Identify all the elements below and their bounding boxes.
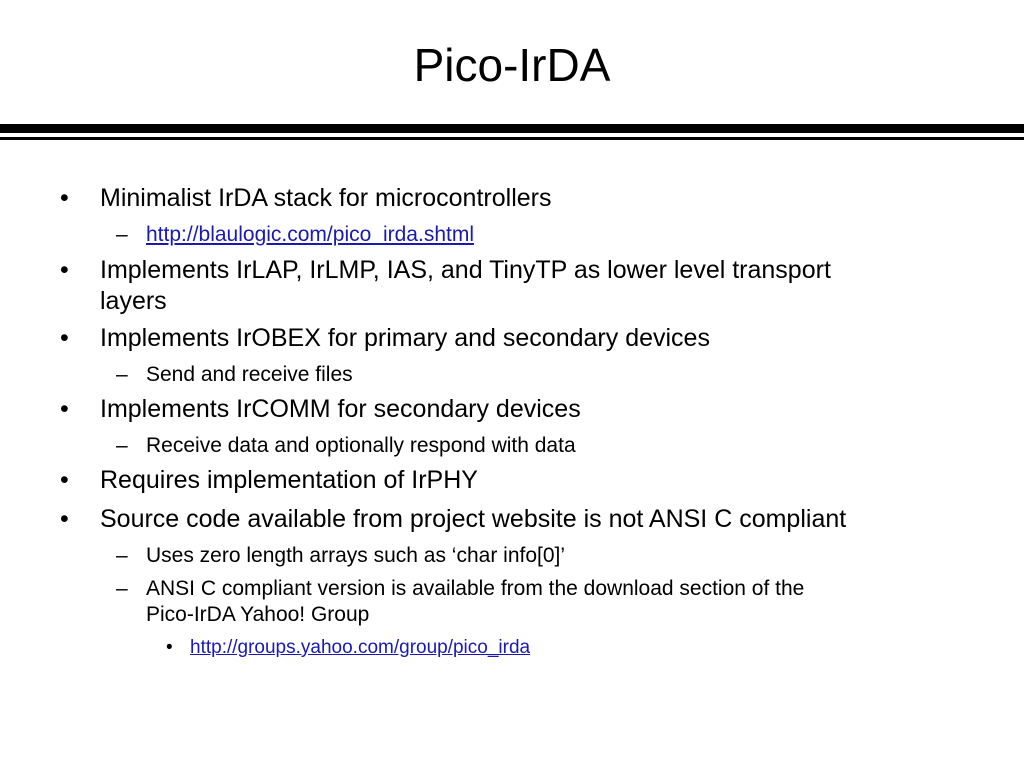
bullet-text: Source code available from project website is not ANSI C compliant xyxy=(100,505,847,533)
bullet-text: Implements IrOBEX for primary and secondary devices xyxy=(100,324,710,352)
bullet-marker: • xyxy=(60,324,69,352)
bullet-marker: • xyxy=(60,256,69,284)
blaulogic-link[interactable]: http://blaulogic.com/pico_irda.shtml xyxy=(146,223,474,246)
bullet-marker: • xyxy=(60,505,69,533)
dash-marker: – xyxy=(116,223,128,246)
bullet-text: Implements IrCOMM for secondary devices xyxy=(100,395,581,423)
bullet-text: Minimalist IrDA stack for microcontrollers xyxy=(100,184,552,212)
sub-bullet-text: Send and receive files xyxy=(146,363,353,386)
dash-marker: – xyxy=(116,434,128,457)
slide-title: Pico-IrDA xyxy=(413,39,611,91)
dash-marker: – xyxy=(116,577,128,600)
yahoo-group-link[interactable]: http://groups.yahoo.com/group/pico_irda xyxy=(190,637,531,658)
dash-marker: – xyxy=(116,544,128,567)
bullet-marker: • xyxy=(60,184,69,212)
bullet-text: Requires implementation of IrPHY xyxy=(100,466,478,494)
bullet-marker: • xyxy=(60,466,69,494)
dash-marker: – xyxy=(116,363,128,386)
sub-bullet-text: Receive data and optionally respond with data xyxy=(146,434,576,457)
bullet-text: layers xyxy=(100,287,167,315)
bullet-text: Implements IrLAP, IrLMP, IAS, and TinyTP as lower level transport xyxy=(100,256,831,284)
sub-bullet-text: ANSI C compliant version is available from the download section of the xyxy=(146,577,805,600)
sub-bullet-text: Pico-IrDA Yahoo! Group xyxy=(146,603,370,626)
bullet-marker: • xyxy=(60,395,69,423)
bullet-marker: • xyxy=(166,637,173,658)
sub-bullet-text: Uses zero length arrays such as ‘char info[0]’ xyxy=(146,544,566,567)
